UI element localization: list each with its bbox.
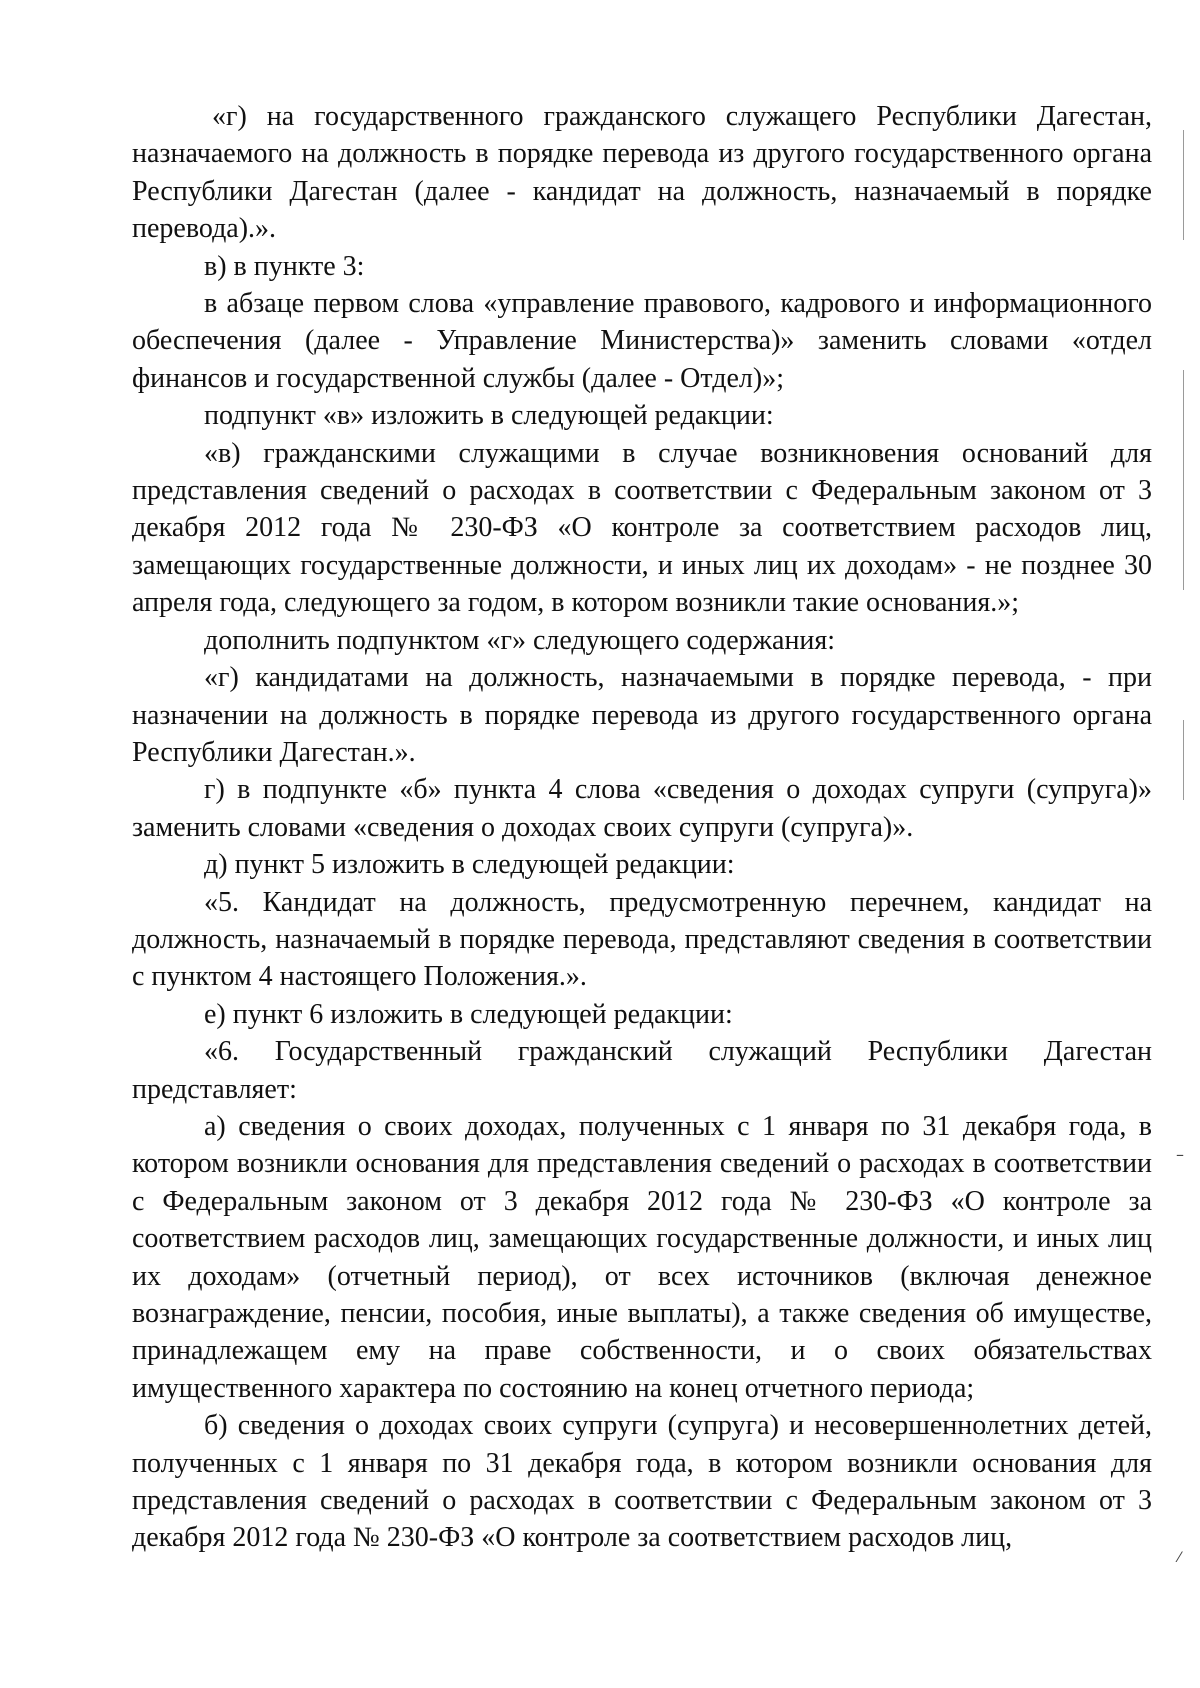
paragraph-e-text: «6. Государственный гражданский служащий Республики Дагестан представляет:: [132, 1036, 1152, 1105]
scan-edge-line: [1183, 370, 1184, 450]
paragraph-d-heading: д) пункт 5 изложить в следующей редакции:: [204, 849, 735, 881]
paragraph-g-definition: «г) на государственного гражданского служащего Республики Дагестан, назначаемого на должность в порядке перевода из другого государственного органа Республики Дагестан (далее - кандидат на должность, назначаемый в порядке перевода).».: [132, 101, 1152, 245]
scan-speck: ⁄: [1178, 1550, 1181, 1566]
paragraph-g-add-text: «г) кандидатами на должность, назначаемыми в порядке перевода, - при назначении на должность в порядке перевода из другого государственного органа Республики Дагестан.».: [132, 662, 1152, 768]
scan-speck: –: [1176, 1145, 1184, 1164]
paragraph-v-first-abzac: в абзаце первом слова «управление правового, кадрового и информационного обеспечения (далее - Управление Министерства)» заменить словами «отдел финансов и государственной службы (далее - Отдел)»;: [132, 288, 1152, 394]
scan-edge-line: [1183, 720, 1184, 800]
scan-edge-line: [1183, 440, 1184, 590]
scan-edge-line: [1183, 130, 1184, 240]
paragraph-b-item: б) сведения о доходах своих супруги (супруга) и несовершеннолетних детей, полученных с 1 января по 31 декабря года, в котором возникли основания для представления сведений о расходах в соответствии с Федеральным законом от 3 декабря 2012 года № 230-ФЗ «О контроле за соответствием расходов лиц,: [132, 1410, 1152, 1554]
paragraph-g-add-intro: дополнить подпунктом «г» следующего содержания:: [204, 624, 836, 656]
paragraph-a-item: а) сведения о своих доходах, полученных с 1 января по 31 декабря года, в котором возникли основания для представления сведений о расходах в соответствии с Федеральным законом от 3 декабря 2012 года № 230-ФЗ «О контроле за соответствием расходов лиц, замещающих государственные должности, и иных лиц их доходам» (отчетный период), от всех источников (включая денежное вознаграждение, пенсии, пособия, иные выплаты), а также сведения об имуществе, принадлежащем ему на праве собственности, и о своих обязательствах имущественного характера по состоянию на конец отчетного периода;: [132, 1110, 1152, 1404]
paragraph-v-podpunkt-intro: подпункт «в» изложить в следующей редакции:: [204, 400, 774, 432]
document-body: [132, 98, 1152, 1557]
paragraph-d-text: «5. Кандидат на должность, предусмотренную перечнем, кандидат на должность, назначаемый в порядке перевода, представляют сведения в соответствии с пунктом 4 настоящего Положения.».: [132, 886, 1152, 993]
paragraph-g-punkt-4: г) в подпункте «б» пункта 4 слова «сведения о доходах супруги (супруга)» заменить словами «сведения о доходах своих супруги (супруга)».: [132, 774, 1152, 843]
paragraph-v-podpunkt-text: «в) гражданскими служащими в случае возникновения оснований для представления сведений о расходах в соответствии с Федеральным законом от 3 декабря 2012 года № 230-ФЗ «О контроле за соответствием расходов лиц, замещающих государственные должности, и иных лиц их доходам» - не позднее 30 апреля года, следующего за годом, в котором возникли такие основания.»;: [132, 437, 1152, 619]
paragraph-e-heading: е) пункт 6 изложить в следующей редакции:: [204, 998, 733, 1030]
paragraph-v-heading: в) в пункте 3:: [204, 250, 365, 282]
